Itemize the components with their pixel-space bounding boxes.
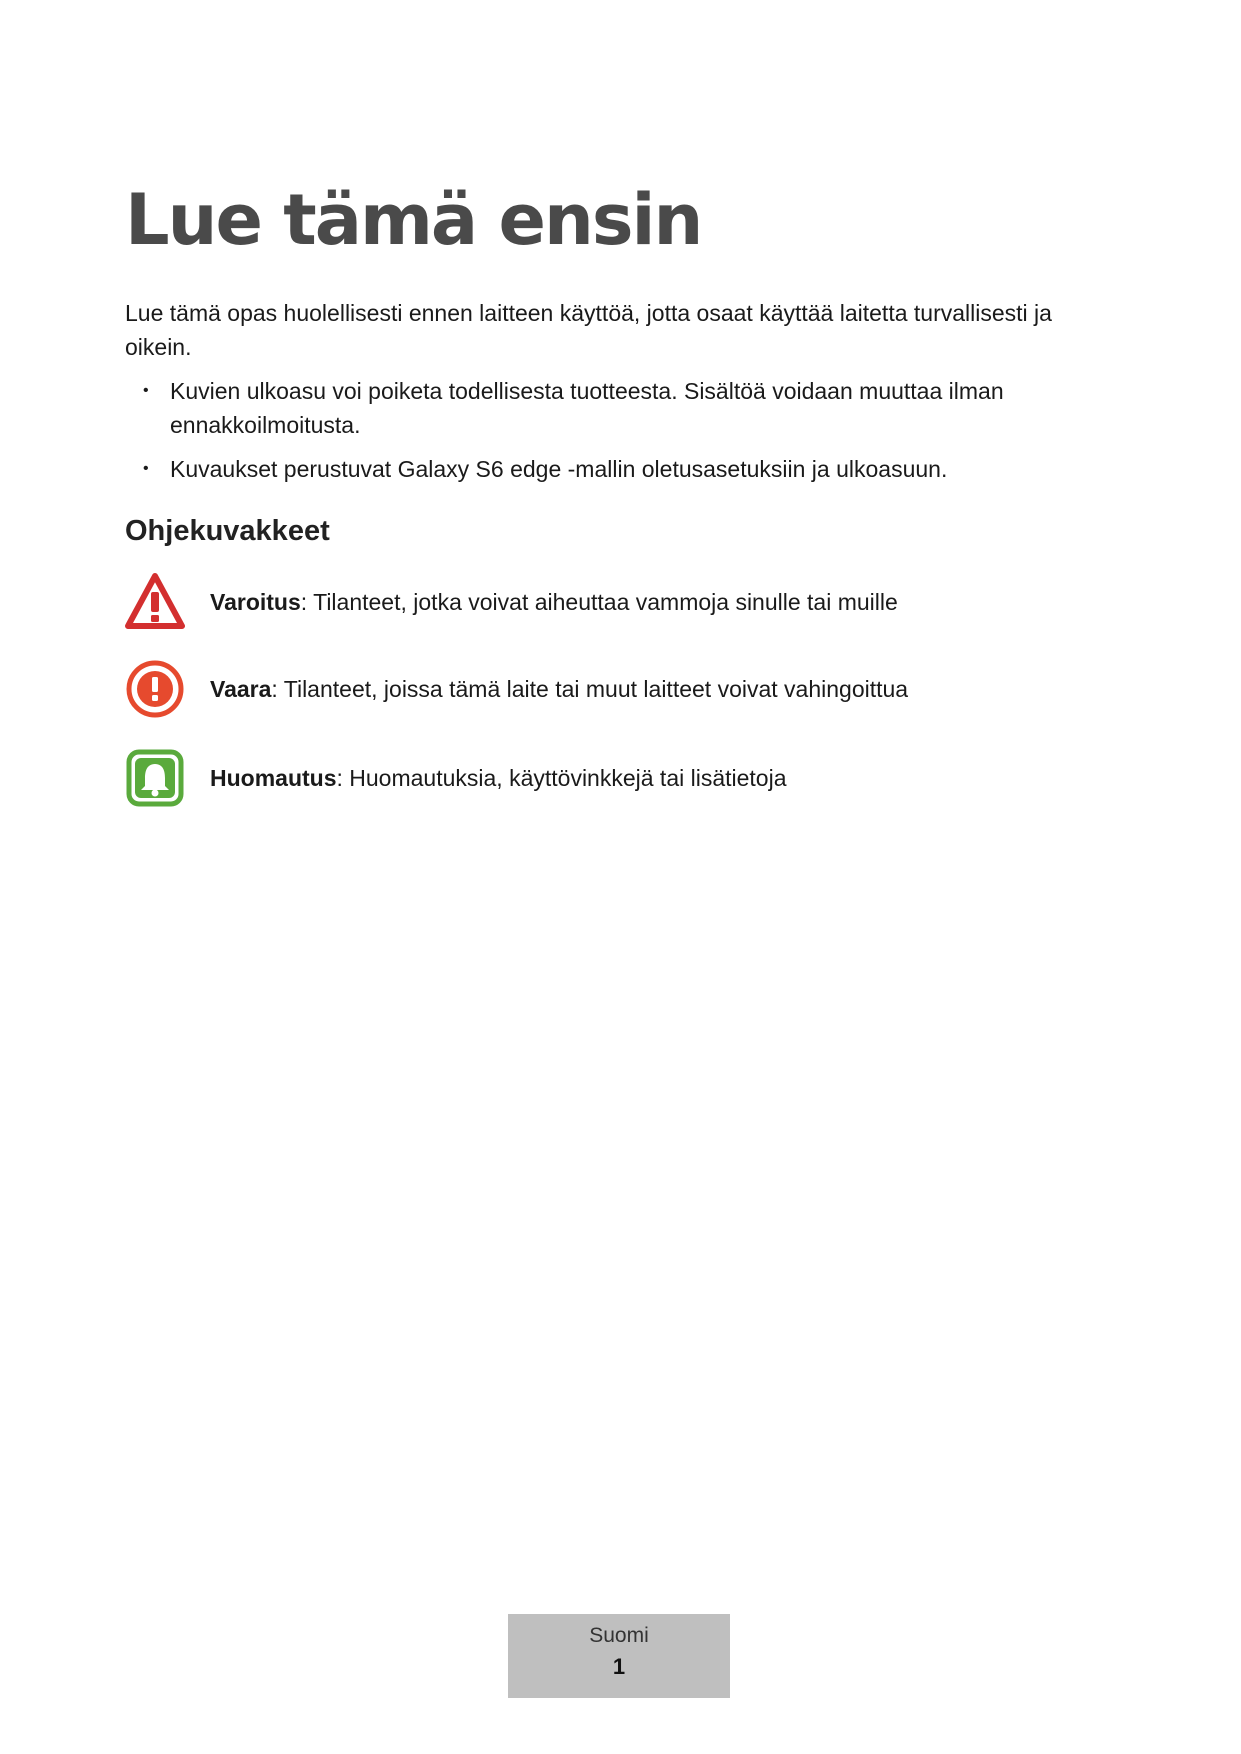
legend-row-warning <box>125 572 898 632</box>
page-number: 1 <box>612 1654 626 1679</box>
bullet-dot: • <box>143 460 149 477</box>
bullet-list <box>125 374 1075 496</box>
page-title: Lue tämä ensin <box>125 179 702 261</box>
legend-label: Vaara <box>210 676 272 702</box>
bullet-dot: • <box>143 382 149 399</box>
caution-circle-icon <box>125 659 185 719</box>
page-footer <box>508 1614 730 1698</box>
list-item: • Kuvaukset perustuvat Galaxy S6 edge -mallin oletusasetuksiin ja ulkoasuun. <box>125 452 1075 486</box>
legend-label: Huomautus <box>210 765 337 791</box>
list-item: • Kuvien ulkoasu voi poiketa todellisesta tuotteesta. Sisältöä voidaan muuttaa ilman ennakkoilmoitusta. <box>125 374 1075 442</box>
intro-paragraph: Lue tämä opas huolellisesti ennen laitteen käyttöä, jotta osaat käyttää laitetta turvallisesti ja oikein. <box>125 300 1052 360</box>
section-title: Ohjekuvakkeet <box>125 515 330 547</box>
legend-text: : Huomautuksia, käyttövinkkejä tai lisätietoja <box>336 765 787 791</box>
warning-triangle-icon <box>125 572 185 632</box>
legend-text: : Tilanteet, joissa tämä laite tai muut laitteet voivat vahingoittua <box>271 676 909 702</box>
footer-language: Suomi <box>589 1624 649 1647</box>
legend-row-caution <box>125 659 908 719</box>
note-bell-icon <box>125 748 185 808</box>
legend-row-note <box>125 748 787 808</box>
legend-label: Varoitus <box>210 589 301 615</box>
legend-text: : Tilanteet, jotka voivat aiheuttaa vammoja sinulle tai muille <box>300 589 898 615</box>
